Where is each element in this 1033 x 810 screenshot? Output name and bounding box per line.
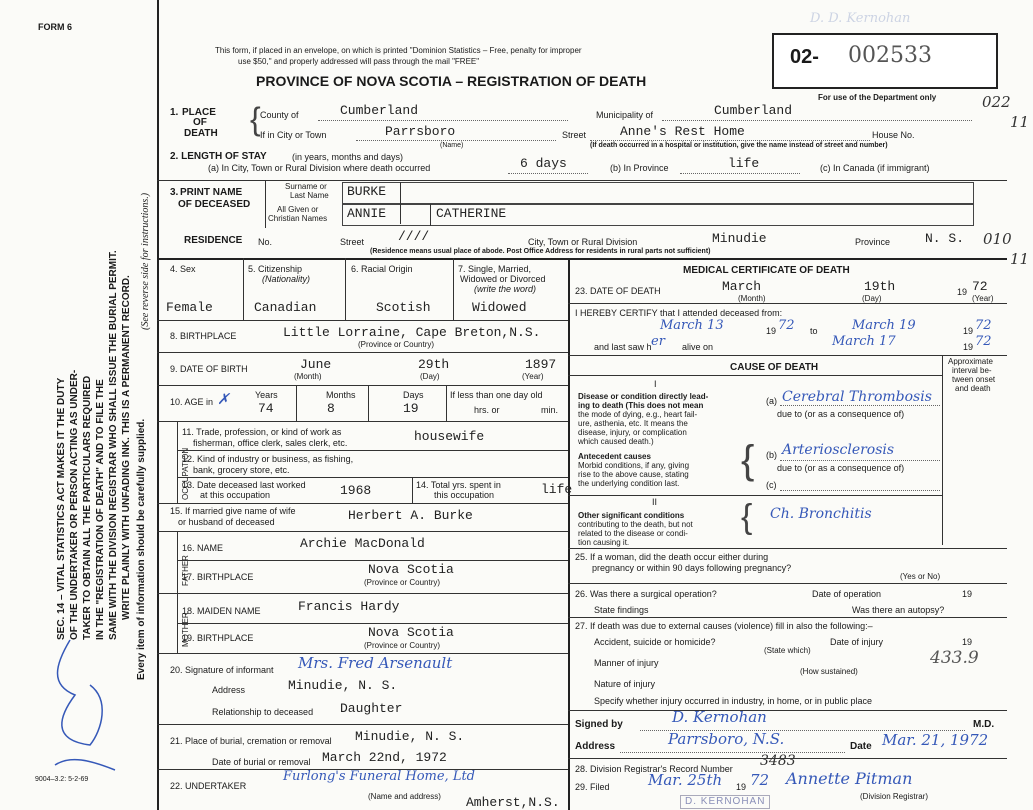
- from-year-prefix: 19: [766, 326, 777, 336]
- racial-origin-value: Scotish: [376, 300, 431, 315]
- f29-label: 29. Filed: [575, 782, 610, 792]
- informant-address-value: Minudie, N. S.: [288, 678, 398, 693]
- f9-label: 9. DATE OF BIRTH: [170, 364, 248, 374]
- hrs-label: hrs. or: [474, 405, 500, 415]
- f5-label-a: 5. Citizenship: [248, 264, 303, 274]
- section-i-numeral: I: [654, 379, 657, 389]
- registrar-signature: Annette Pitman: [786, 769, 913, 788]
- antecedent-label-a: Antecedent causes: [578, 452, 651, 461]
- f14-label-b: this occupation: [434, 490, 495, 500]
- antecedent-label-b: Morbid conditions, if any, giving: [578, 461, 690, 470]
- residence-city-label: City, Town or Rural Division: [528, 237, 638, 247]
- surname-label-b: Last Name: [290, 191, 329, 200]
- father-name-value: Archie MacDonald: [300, 536, 425, 551]
- margin-scribble: [30, 590, 140, 810]
- other-label-c: related to the disease or condi-: [578, 529, 688, 538]
- undertaker-value: Furlong's Funeral Home, Ltd: [283, 769, 476, 784]
- death-month-hint: (Month): [738, 294, 766, 303]
- md-label: M.D.: [973, 719, 995, 730]
- due-to-label-2: due to (or as a consequence of): [777, 463, 905, 473]
- to-year-prefix: 19: [963, 326, 974, 336]
- operation-date-label: Date of operation: [812, 589, 882, 599]
- f2-a-value: 6 days: [520, 156, 567, 171]
- findings-label: State findings: [594, 605, 649, 615]
- county-value: Cumberland: [340, 103, 419, 118]
- death-registration-form: FORM 6 This form, if placed in an envelope, on which is printed "Dominion Statistics – Free, penalty for improper use $50," and properly addressed will pass through the mail "FREE" PROVINCE OF NOVA SCOTIA – REGISTRATION OF DEATH D. D. Kernohan 02- 002533 For use of the Department only 022 11 010 11 SEC. 14 – VITAL STATISTICS ACT MAKES IT THE DUTY OF THE UNDERTAKER OR PERSON ACTING AS UNDER- TAKER TO OBTAIN ALL THE PARTICULARS REQUIRED IN THE "REGISTRATION OF DEATH" AND TO FILE THE SAME WITH THE DIVISION REGISTRAR WHO SHALL ISSUE THE BURIAL PERMIT. WRITE PLAINLY WITH UNFADING INK. THIS IS A PERMANENT RECORD. Every item of information should be carefully supplied. (See reverse side for instructions.) 9004–3.2: 5-2-69 1. PLACE OF DEATH { County of Cumberland Municipality of Cumberland If in City or Town Parrsboro (Name) Street Anne's Rest Home House No. (If death occurred in a hospital or institution, give the name instead of street and number) 2. LENGTH OF STAY (in years, months and days) (a) In City, Town or Rural Division where death occurred 6 days (b) In Province life (c) In Canada (if immigrant) 3. PRINT NAME OF DECEASED Surname or Last Name All Given or Christian Names BURKE ANNIE CATHERINE RESIDENCE No. Street //// City, Town or Rural Division Minudie Province N. S. (Residence means usual place of abode. Post Office Address for residents in rural parts not sufficient) 4. Sex Female 5. Citizenship (Nationality) Canadian 6. Racial Origin Scotish 7. Single, Married, Widowed or Divorced (write the word) Widowed 8. BIRTHPLACE Little Lorraine, Cape Breton,N.S. (Province or Country) 9. DATE OF BIRTH June 29th 1897 (Month) (Day) (Year) 10. AGE in ✗ Years 74 Months 8 Days 19 If less than one day old hrs. or min. OCCUPATION 11. Trade, profession, or kind of work as fisherman, office clerk, sales clerk, etc. housewife 12. Kind of industry or business, as fishing, bank, grocery store, etc. 13. Date deceased last worked at this occupation 1968 14. Total yrs. spent in this occupation life 15. If married give name of wife or husband of deceased Herbert A. Burke FATHER 16. NAME Archie MacDonald 17. BIRTHPLACE Nova Scotia (Province or Country) MOTHER 18. MAIDEN NAME Francis Hardy 19. BIRTHPLACE Nova Scotia (Province or Country) 20. Signature of informant Mrs. Fred Arsenault Address Minudie, N. S. Relationship to deceased Daughter 21. Place of burial, cremation or removal Minudie, N. S. Date of burial or removal March 22nd, 1972 22. UNDERTAKER Furlong's Funeral Home, Ltd (Name and address) Amherst,N.S. MEDICAL CERTIFICATE OF DEATH 23. DATE OF DEATH March 19th 19 72 (Month) (Day) (Year) I HEREBY CERTIFY that I attended deceased from: March 13 19 72 to March 19 19 72 and last saw h er alive on March 17 19 72 CAUSE OF DEATH Approximate interval be- tween onset and death I Disease or condition directly lead- ing to death (This does not mean the mode of dying, e.g., heart fail- ure, asthenia, etc. It means the disease, injury, or complication which caused death.) (a) Cerebral Thrombosis due to (or as a consequence of) Antecedent causes Morbid conditions, if any, giving rise to the above cause, stating the underlying condition last. { (b) Arteriosclerosis due to (or as a consequence of) (c) II Other significant conditions contributing to the death, but not related to the disease or condi- tion causing it. { Ch. Bronchitis 25. If a woman, did the death occur either during pregnancy or within 90 days following pregnancy? (Yes or No) 26. Was there a surgical operation? Date of operation 19 State findings Was there an autopsy? 27. If death was due to external causes (violence) fill in also the following:– Accident, suicide or homicide? (State which) Date of injury 19 Manner of injury (How sustained) 433.9 Nature of injury Specify whether injury occurred in industry, in home, or in public place Signed by D. Kernohan M.D. Address Parrsboro, N.S. Date Mar. 21, 1972 28. Division Registrar's Record Number 3483 29. Filed Mar. 25th 19 72 Annette Pitman (Division Registrar) D. KERNOHAN: [0, 0, 1033, 810]
- hospital-note: (If death occurred in a hospital or institution, give the name instead of street and number): [590, 142, 888, 149]
- disease-label-a: Disease or condition directly lead-: [578, 392, 709, 401]
- f15-label-b: or husband of deceased: [178, 517, 275, 527]
- signed-by-label: Signed by: [575, 719, 623, 730]
- f18-label: 18. MAIDEN NAME: [182, 606, 261, 616]
- disease-label-d: ure, asthenia, etc. It means the: [578, 419, 688, 428]
- last-worked-value: 1968: [340, 483, 372, 498]
- age-months-value: 8: [327, 401, 335, 416]
- street-label: Street: [562, 130, 587, 140]
- spouse-value: Herbert A. Burke: [348, 508, 473, 523]
- f12-label-a: 12. Kind of industry or business, as fishing,: [182, 454, 354, 464]
- f10-label: 10. AGE in: [170, 397, 214, 407]
- other-label-a: Other significant conditions: [578, 511, 685, 520]
- department-code-1: 022: [982, 93, 1011, 111]
- f2-label: 2. LENGTH OF STAY: [170, 151, 267, 162]
- sex-value: Female: [166, 300, 213, 315]
- informant-address-label: Address: [212, 685, 246, 695]
- burial-date-value: March 22nd, 1972: [322, 750, 447, 765]
- side-text-1: SEC. 14 – VITAL STATISTICS ACT MAKES IT THE DUTY: [56, 377, 67, 640]
- mother-side-label: MOTHER: [181, 612, 190, 647]
- side-text-8: (See reverse side for instructions.): [140, 192, 151, 330]
- birthplace-hint: (Province or Country): [358, 340, 435, 349]
- marital-status-value: Widowed: [472, 300, 527, 315]
- cause-b-label: (b): [766, 450, 777, 460]
- manner-label: Manner of injury: [594, 658, 659, 668]
- side-text-3: TAKER TO OBTAIN ALL THE PARTICULARS REQUIRED: [82, 375, 93, 640]
- years-in-occupation-value: life: [541, 482, 573, 497]
- county-label: County of: [260, 110, 299, 120]
- f2-b-label: (b) In Province: [610, 163, 669, 173]
- f3-num: 3.: [170, 187, 179, 198]
- surname-box: [342, 182, 974, 204]
- section-ii-numeral: II: [652, 497, 658, 507]
- department-use-label: For use of the Department only: [818, 93, 937, 102]
- cause-a-value: Cerebral Thrombosis: [782, 389, 932, 405]
- mother-name-value: Francis Hardy: [298, 599, 400, 614]
- operation-year-prefix: 19: [962, 589, 973, 599]
- less-than-day-label: If less than one day old: [450, 390, 543, 400]
- interval-label-a: Approximate: [948, 357, 993, 366]
- filed-year-prefix: 19: [736, 782, 747, 792]
- to-year: 72: [975, 318, 992, 333]
- alive-on-value: March 17: [832, 334, 896, 349]
- side-text-6: WRITE PLAINLY WITH UNFADING INK. THIS IS A PERMANENT RECORD.: [121, 275, 132, 620]
- medical-certificate-title: MEDICAL CERTIFICATE OF DEATH: [683, 265, 850, 276]
- registration-prefix: 02-: [790, 46, 819, 68]
- top-note-1: This form, if placed in an envelope, on which is printed "Dominion Statistics – Free, penalty for improper: [215, 46, 582, 55]
- side-text-5: SAME WITH THE DIVISION REGISTRAR WHO SHALL ISSUE THE BURIAL PERMIT.: [108, 250, 119, 640]
- f26-label: 26. Was there a surgical operation?: [575, 589, 717, 599]
- department-code-4: 11: [1010, 250, 1030, 268]
- other-label-b: contributing to the death, but not: [578, 520, 693, 529]
- burial-place-value: Minudie, N. S.: [355, 729, 465, 744]
- physician-stamp: D. KERNOHAN: [680, 795, 770, 809]
- city-value: Parrsboro: [385, 124, 456, 139]
- residence-province-label: Province: [855, 237, 891, 247]
- age-days-label: Days: [403, 390, 424, 400]
- disease-label-f: which caused death.): [578, 437, 654, 446]
- last-saw-fill: er: [651, 334, 665, 349]
- sign-address-label: Address: [575, 741, 616, 752]
- nature-label: Nature of injury: [594, 679, 656, 689]
- f20-label: 20. Signature of informant: [170, 665, 274, 675]
- f23-label: 23. DATE OF DEATH: [575, 286, 661, 296]
- death-year-hint: (Year): [972, 294, 994, 303]
- from-year: 72: [778, 318, 795, 333]
- municipality-value: Cumberland: [714, 103, 793, 118]
- undertaker-hint: (Name and address): [368, 792, 441, 801]
- specify-label: Specify whether injury occurred in industry, in home, or in public place: [594, 696, 872, 706]
- f13-label-b: at this occupation: [200, 490, 271, 500]
- faint-annotation: D. D. Kernohan: [810, 11, 911, 26]
- f16-label: 16. NAME: [182, 543, 224, 553]
- injury-year-prefix: 19: [962, 637, 973, 647]
- occupation-value: housewife: [414, 429, 485, 444]
- f17-label: 17. BIRTHPLACE: [182, 572, 254, 582]
- residence-note: (Residence means usual place of abode. Post Office Address for residents in rural parts not sufficient): [370, 248, 711, 255]
- filed-year: 72: [750, 771, 770, 789]
- side-text-2: OF THE UNDERTAKER OR PERSON ACTING AS UNDER-: [69, 369, 80, 640]
- cause-a-label: (a): [766, 396, 777, 406]
- side-text-4: IN THE "REGISTRATION OF DEATH" AND TO FILE THE: [95, 379, 106, 640]
- attended-from: March 13: [660, 318, 724, 333]
- f25-label-a: 25. If a woman, did the death occur either during: [575, 552, 769, 562]
- death-year: 72: [972, 279, 988, 294]
- given-name-1: ANNIE: [347, 206, 387, 221]
- f14-label-a: 14. Total yrs. spent in: [416, 480, 501, 490]
- death-day: 19th: [864, 279, 896, 294]
- sign-date-label: Date: [850, 741, 872, 752]
- f2-b-value: life: [728, 156, 760, 171]
- autopsy-label: Was there an autopsy?: [852, 605, 945, 615]
- house-label: House No.: [872, 130, 915, 140]
- f11-label-b: fisherman, office clerk, sales clerk, etc.: [193, 438, 348, 448]
- burial-date-label: Date of burial or removal: [212, 757, 311, 767]
- f7-label-c: (write the word): [474, 284, 537, 294]
- f8-label: 8. BIRTHPLACE: [170, 331, 237, 341]
- disease-label-e: disease, injury, or complication: [578, 428, 687, 437]
- cause-b-value: Arteriosclerosis: [782, 442, 895, 458]
- certify-label: I HEREBY CERTIFY that I attended deceased from:: [575, 308, 783, 318]
- f11-label-a: 11. Trade, profession, or kind of work as: [182, 427, 342, 437]
- due-to-label-1: due to (or as a consequence of): [777, 409, 905, 419]
- age-months-label: Months: [326, 390, 356, 400]
- disease-label-c: the mode of dying, e.g., heart fail-: [578, 410, 698, 419]
- birth-day-hint: (Day): [420, 372, 440, 381]
- form-id: FORM 6: [38, 22, 73, 32]
- state-which-hint: (State which): [764, 646, 811, 655]
- classification-code: 433.9: [930, 648, 979, 668]
- f7-label-b: Widowed or Divorced: [460, 274, 546, 284]
- mother-birthplace-value: Nova Scotia: [368, 625, 454, 640]
- f6-label: 6. Racial Origin: [351, 264, 413, 274]
- other-condition-value: Ch. Bronchitis: [770, 506, 872, 522]
- form-code: 9004–3.2: 5-2-69: [35, 776, 89, 783]
- birth-year-hint: (Year): [522, 372, 544, 381]
- f27-label: 27. If death was due to external causes (violence) fill in also the following:–: [575, 621, 873, 631]
- age-years-label: Years: [255, 390, 278, 400]
- how-sustained-hint: (How sustained): [800, 667, 858, 676]
- other-label-d: tion causing it.: [578, 538, 630, 547]
- form-title: PROVINCE OF NOVA SCOTIA – REGISTRATION OF DEATH: [256, 73, 647, 89]
- municipality-label: Municipality of: [596, 110, 654, 120]
- f25-hint: (Yes or No): [900, 572, 941, 581]
- informant-relationship-value: Daughter: [340, 701, 403, 716]
- surname-label-a: Surname or: [285, 182, 327, 191]
- top-note-2: use $50," and properly addressed will pass through the mail "FREE": [238, 57, 480, 66]
- f12-label-b: bank, grocery store, etc.: [193, 465, 290, 475]
- residence-province-value: N. S.: [925, 231, 965, 246]
- f25-label-b: pregnancy or within 90 days following pregnancy?: [592, 563, 792, 573]
- filed-date-value: Mar. 25th: [648, 771, 723, 789]
- city-label: If in City or Town: [260, 130, 327, 140]
- f2-hint: (in years, months and days): [292, 152, 404, 162]
- death-year-prefix: 19: [957, 287, 968, 297]
- f3-label-b: OF DECEASED: [178, 199, 251, 210]
- record-number-value: 3483: [760, 753, 796, 769]
- f3-label-a: PRINT NAME: [180, 187, 243, 198]
- sign-date-value: Mar. 21, 1972: [882, 731, 989, 749]
- f5-label-b: (Nationality): [262, 274, 311, 284]
- birth-month: June: [300, 357, 332, 372]
- department-code-2: 11: [1010, 113, 1030, 131]
- street-value: Anne's Rest Home: [620, 124, 745, 139]
- f21-label: 21. Place of burial, cremation or removal: [170, 736, 332, 746]
- f2-a-label: (a) In City, Town or Rural Division where death occurred: [208, 163, 431, 173]
- surname-value: BURKE: [347, 184, 387, 199]
- city-name-hint: (Name): [440, 142, 464, 149]
- interval-label-c: tween onset: [952, 375, 996, 384]
- to-label: to: [810, 326, 818, 336]
- registrar-hint: (Division Registrar): [860, 792, 929, 801]
- last-saw-label: and last saw h: [594, 342, 652, 352]
- birthplace-value: Little Lorraine, Cape Breton,N.S.: [283, 325, 541, 340]
- antecedent-label-c: rise to the above cause, stating: [578, 470, 689, 479]
- f13-label-a: 13. Date deceased last worked: [182, 480, 306, 490]
- cause-c-label: (c): [766, 480, 777, 490]
- residence-street-value: ////: [398, 229, 430, 244]
- f7-label-a: 7. Single, Married,: [458, 264, 532, 274]
- f4-label: 4. Sex: [170, 264, 196, 274]
- alive-year-prefix: 19: [963, 342, 974, 352]
- cause-of-death-title: CAUSE OF DEATH: [730, 362, 819, 373]
- residence-city-value: Minudie: [712, 231, 767, 246]
- informant-signature: Mrs. Fred Arsenault: [298, 654, 453, 672]
- f1-label-place: PLACE: [182, 107, 216, 118]
- mother-birthplace-hint: (Province or Country): [364, 641, 441, 650]
- interval-label-b: interval be-: [952, 366, 992, 375]
- f22-label: 22. UNDERTAKER: [170, 781, 247, 791]
- age-years-value: 74: [258, 401, 274, 416]
- age-days-value: 19: [403, 401, 419, 416]
- min-label: min.: [541, 405, 559, 415]
- occupation-side-label: OCCUPATION: [181, 447, 190, 500]
- side-text-7: Every item of information should be carefully supplied.: [136, 418, 147, 680]
- f1-num: 1.: [170, 107, 179, 118]
- birth-month-hint: (Month): [294, 372, 322, 381]
- father-birthplace-hint: (Province or Country): [364, 578, 441, 587]
- disease-label-b: ing to death (This does not mean: [578, 401, 704, 410]
- accident-label: Accident, suicide or homicide?: [594, 637, 716, 647]
- f19-label: 19. BIRTHPLACE: [182, 633, 254, 643]
- registration-number: 002533: [848, 43, 932, 68]
- f15-label-a: 15. If married give name of wife: [170, 506, 296, 516]
- citizenship-value: Canadian: [254, 300, 317, 315]
- antecedent-label-d: the underlying condition last.: [578, 479, 680, 488]
- f2-c-label: (c) In Canada (if immigrant): [820, 163, 930, 173]
- given-label-b: Christian Names: [268, 214, 328, 223]
- residence-no-label: No.: [258, 237, 273, 247]
- f1-label-death: DEATH: [184, 128, 218, 139]
- father-side-label: FATHER: [181, 555, 190, 586]
- physician-signature: D. Kernohan: [672, 708, 767, 726]
- f28-label: 28. Division Registrar's Record Number: [575, 764, 733, 774]
- death-month: March: [722, 279, 762, 294]
- death-day-hint: (Day): [862, 294, 882, 303]
- residence-label: RESIDENCE: [184, 235, 243, 246]
- undertaker-address: Amherst,N.S.: [466, 795, 560, 810]
- alive-year: 72: [975, 334, 992, 349]
- department-code-3: 010: [983, 230, 1012, 248]
- residence-street-label: Street: [340, 237, 365, 247]
- given-name-2: CATHERINE: [436, 206, 507, 221]
- physician-address: Parrsboro, N.S.: [668, 730, 785, 748]
- informant-relationship-label: Relationship to deceased: [212, 707, 314, 717]
- birth-day: 29th: [418, 357, 450, 372]
- birth-year: 1897: [525, 357, 557, 372]
- interval-label-d: and death: [955, 384, 991, 393]
- attended-to: March 19: [852, 318, 916, 333]
- f1-label-of: OF: [193, 117, 207, 128]
- alive-label: alive on: [682, 342, 714, 352]
- father-birthplace-value: Nova Scotia: [368, 562, 454, 577]
- injury-date-label: Date of injury: [830, 637, 884, 647]
- given-label-a: All Given or: [277, 205, 319, 214]
